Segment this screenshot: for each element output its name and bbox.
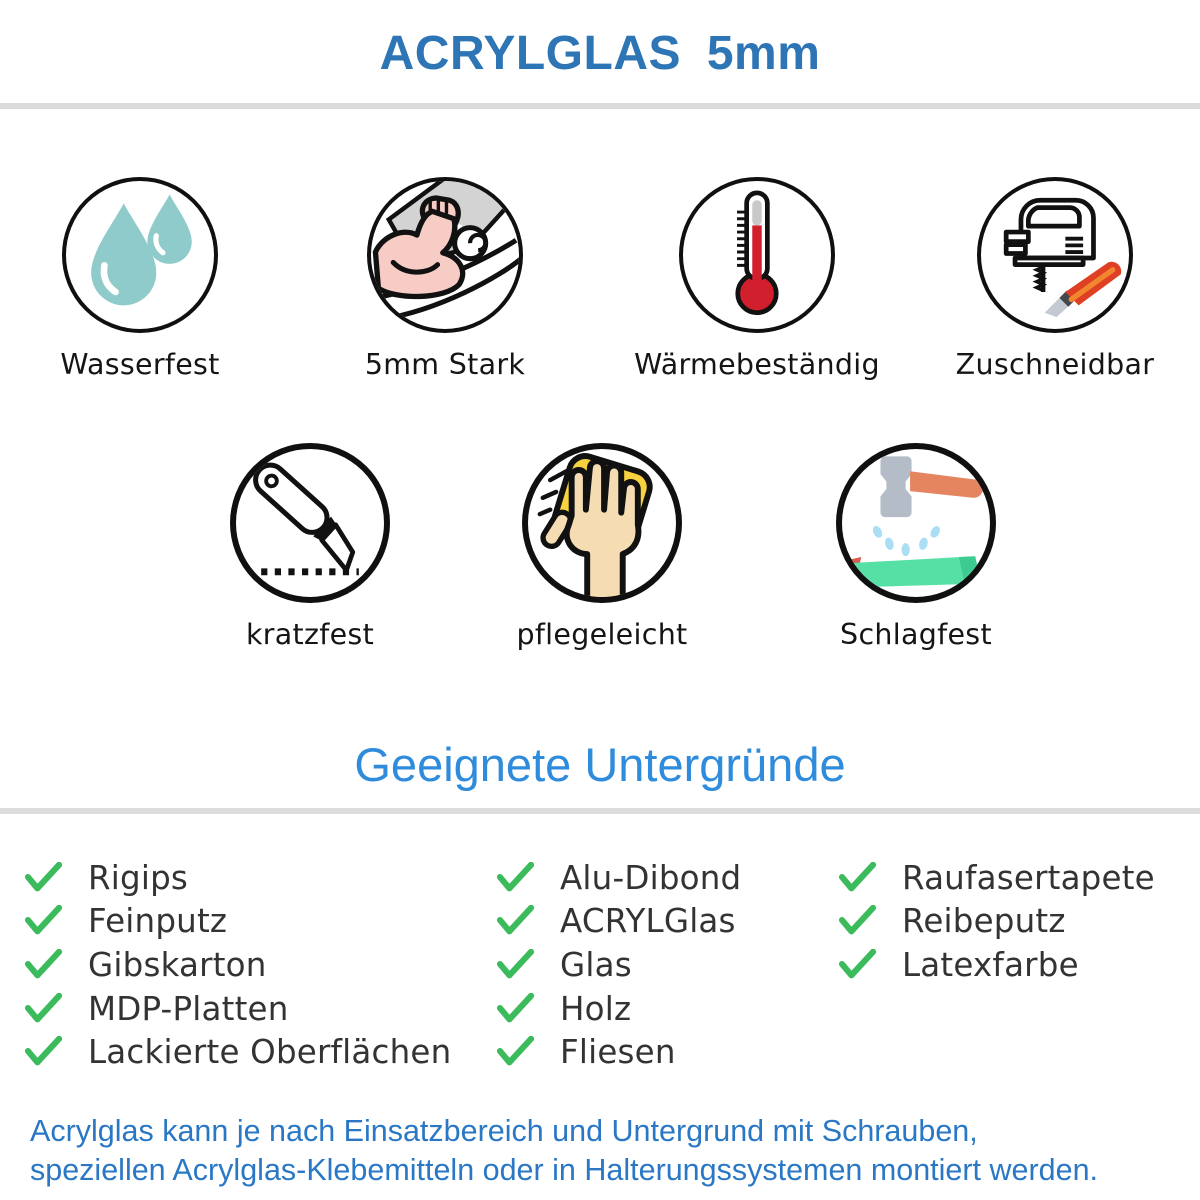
check-icon [497,1036,535,1068]
thermometer-icon [683,181,831,329]
substrate-item [25,856,451,900]
water-drops-icon [66,181,214,329]
check-icon [497,993,535,1025]
substrate-label: Lackierte Oberflächen [88,1033,452,1072]
substrates-column-3 [839,856,1155,987]
feature-circle [62,177,218,333]
check-icon [839,949,877,981]
divider-section [0,808,1200,814]
utility-knife-icon [236,449,384,597]
substrate-label: Feinputz [88,902,228,941]
mounting-note-line1: Acrylglas kann je nach Einsatzbereich und Untergrund mit Schrauben, [30,1114,978,1148]
substrate-item [839,856,1155,900]
substrate-label: Latexfarbe [902,945,1079,984]
substrate-item [839,943,1155,987]
feature-pflegeleicht [452,443,752,651]
feature-label: Schlagfest [840,618,992,651]
hand-with-cloth-icon [528,449,676,597]
substrate-label: Fliesen [560,1033,676,1072]
feature-label: kratzfest [245,618,375,651]
feature-circle [836,443,996,603]
feature-schlagfest [766,443,1066,651]
feature-label: pflegeleicht [516,618,688,651]
substrates-column-1 [25,856,451,1074]
jigsaw-icon [981,181,1129,329]
check-icon [839,862,877,894]
substrate-label: Holz [560,989,632,1028]
feature-label: Wärmebeständig [634,348,880,381]
feature-waermebestaendig [607,177,907,381]
substrate-label: MDP-Platten [88,989,289,1028]
flexed-arm-icon [371,181,519,329]
substrate-label: Glas [560,945,632,984]
feature-kratzfest [160,443,460,651]
check-icon [25,949,63,981]
substrate-item [25,943,451,987]
section-title: Geeignete Untergründe [354,738,846,791]
substrate-label: Alu-Dibond [560,858,742,897]
feature-label: 5mm Stark [364,348,526,381]
check-icon [497,949,535,981]
check-icon [25,993,63,1025]
substrate-item [497,943,741,987]
substrates-column-2 [497,856,741,1074]
substrate-label: Rigips [88,858,189,897]
substrate-item [497,987,741,1031]
feature-label: Zuschneidbar [955,348,1155,381]
substrate-label: ACRYLGlas [560,902,736,941]
page-title: ACRYLGLAS 5mm [379,27,821,80]
divider-top [0,103,1200,109]
substrate-item [839,900,1155,944]
check-icon [25,862,63,894]
feature-5mm-stark [295,177,595,381]
feature-label: Wasserfest [60,348,220,381]
feature-zuschneidbar [905,177,1200,381]
substrate-item [25,987,451,1031]
substrate-item [497,856,741,900]
check-icon [497,862,535,894]
mounting-note [30,1112,1098,1190]
check-icon [839,905,877,937]
substrate-label: Gibskarton [88,945,267,984]
feature-circle [230,443,390,603]
substrate-item [25,900,451,944]
feature-wasserfest [0,177,290,381]
feature-circle [977,177,1133,333]
substrate-label: Reibeputz [902,902,1066,941]
substrate-item [497,1030,741,1074]
check-icon [25,905,63,937]
mounting-note-line2: speziellen Acrylglas-Klebemitteln oder in Halterungssystemen montiert werden. [30,1153,1099,1187]
check-icon [497,905,535,937]
feature-circle [367,177,523,333]
feature-circle [679,177,835,333]
feature-circle [522,443,682,603]
check-icon [25,1036,63,1068]
substrate-item [497,900,741,944]
hammer-icon [842,449,990,597]
substrate-item [25,1030,451,1074]
substrate-label: Raufasertapete [902,858,1155,897]
